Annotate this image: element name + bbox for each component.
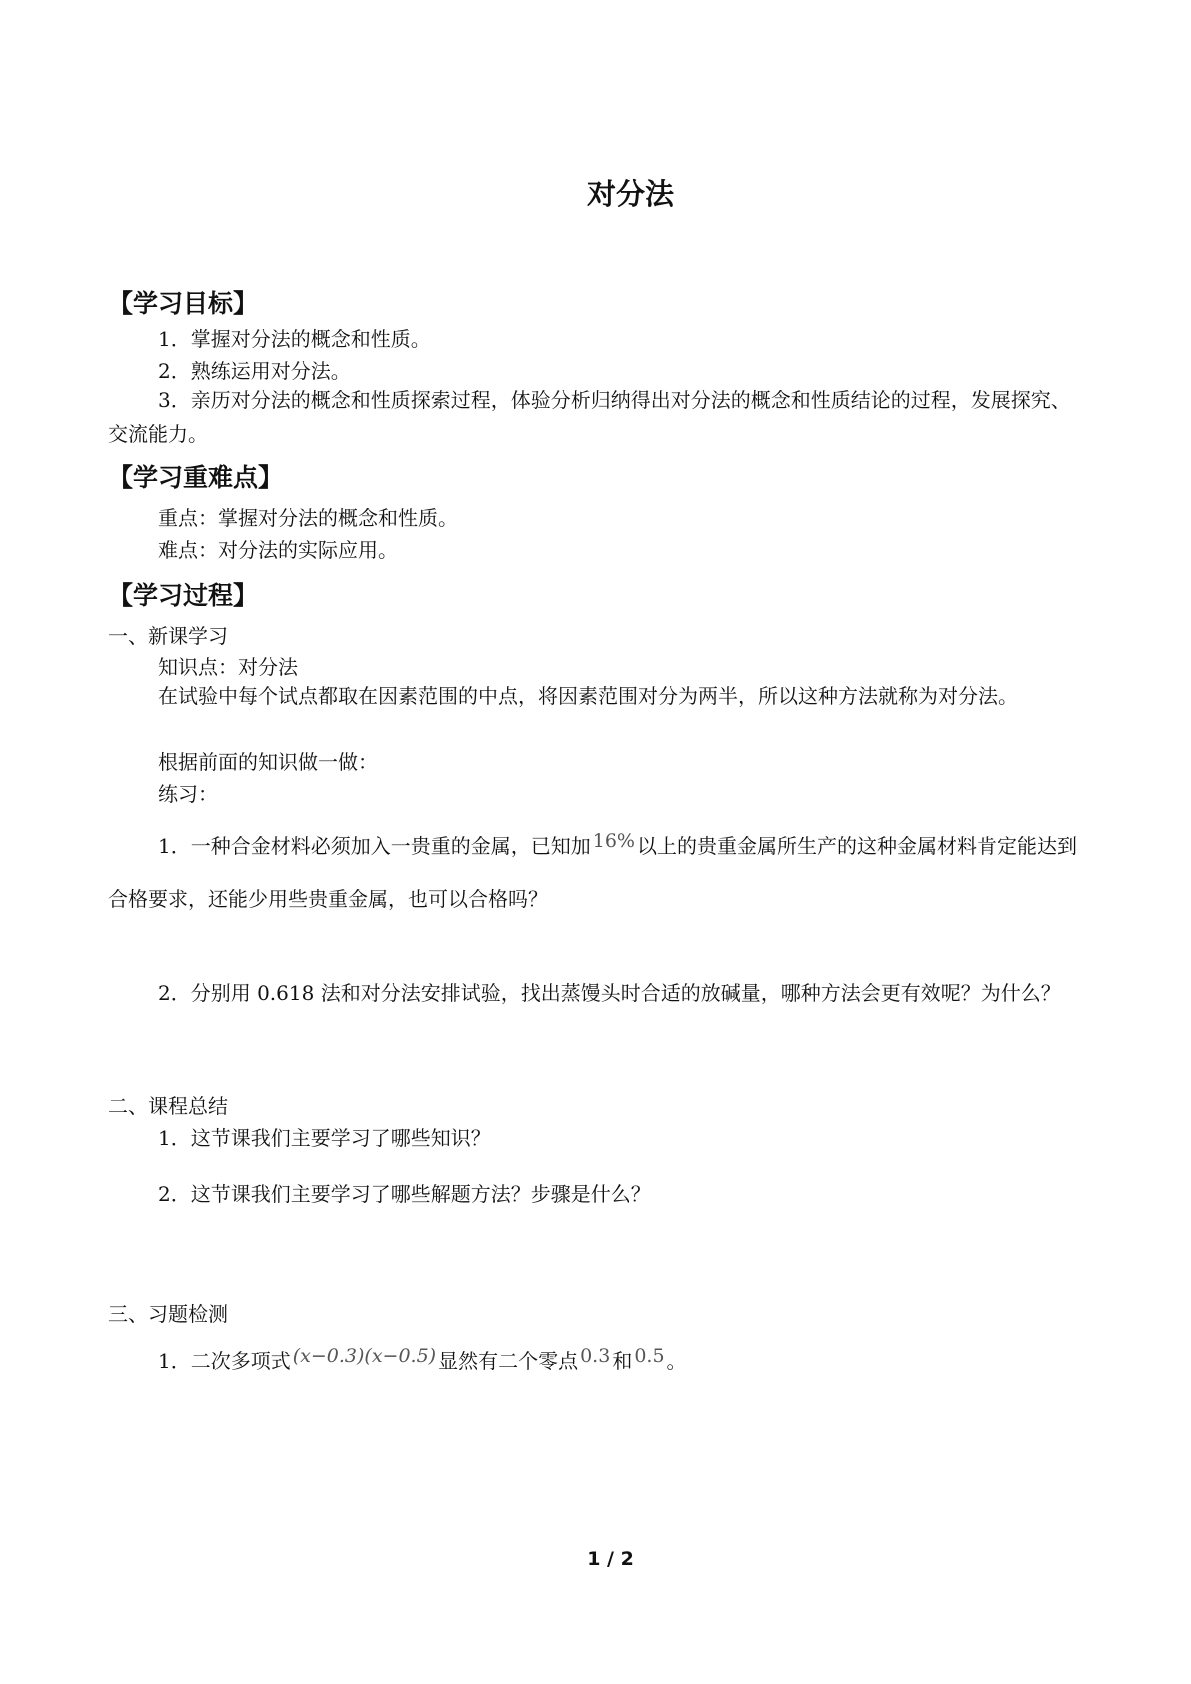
goal-item-1: 1．掌握对分法的概念和性质。: [158, 327, 431, 351]
key-point: 重点：掌握对分法的概念和性质。: [158, 506, 458, 530]
q1-math-percent: 16%: [592, 830, 635, 852]
ex1-text-before: 1．二次多项式: [158, 1349, 291, 1373]
practice-question-2: 2．分别用 0.618 法和对分法安排试验，找出蒸馒头时合适的放碱量，哪种方法会更有效呢？为什么？: [158, 981, 1061, 1005]
page-title: 对分法: [586, 177, 674, 211]
part2-title: 二、课程总结: [108, 1094, 228, 1118]
definition-text: 在试验中每个试点都取在因素范围的中点，将因素范围对分为两半，所以这种方法就称为对分法。: [158, 684, 1018, 708]
practice-question-1: [108, 820, 1088, 925]
ex1-polynomial-math: (x−0.3)(x−0.5): [292, 1345, 437, 1367]
summary-question-2: 2．这节课我们主要学习了哪些解题方法？步骤是什么？: [158, 1182, 651, 1206]
summary-question-1: 1．这节课我们主要学习了哪些知识？: [158, 1126, 491, 1150]
practice-prompt: 根据前面的知识做一做：: [158, 750, 378, 774]
section-heading-goals: 【学习目标】: [108, 289, 259, 318]
part3-title: 三、习题检测: [108, 1302, 228, 1326]
practice-label: 练习：: [158, 782, 218, 806]
q1-text-before: 1．一种合金材料必须加入一贵重的金属，已知加: [158, 834, 591, 858]
knowledge-point: 知识点：对分法: [158, 655, 298, 679]
ex1-and: 和: [612, 1349, 633, 1373]
hard-point: 难点：对分法的实际应用。: [158, 538, 398, 562]
goal-item-2: 2．熟练运用对分法。: [158, 359, 351, 383]
part1-title: 一、新课学习: [108, 624, 228, 648]
goal-item-3: 3．亲历对分法的概念和性质探索过程，体验分析归纳得出对分法的概念和性质结论的过程，发展探究、交流能力。: [108, 388, 1071, 446]
section-heading-difficulties: 【学习重难点】: [108, 463, 284, 492]
ex1-end: 。: [666, 1349, 687, 1373]
ex1-zero-2: 0.5: [634, 1345, 665, 1367]
page-number: 1 / 2: [587, 1548, 634, 1570]
exercise-1: [158, 1345, 687, 1378]
q1-text-after: 以上的贵重金属所生产的这种金属材料肯定能达到合格要求，还能少用些贵重金属，也可以合格吗？: [108, 834, 1077, 911]
ex1-zero-1: 0.3: [580, 1345, 611, 1367]
section-heading-process: 【学习过程】: [108, 581, 259, 610]
ex1-text-mid: 显然有二个零点: [438, 1349, 579, 1373]
